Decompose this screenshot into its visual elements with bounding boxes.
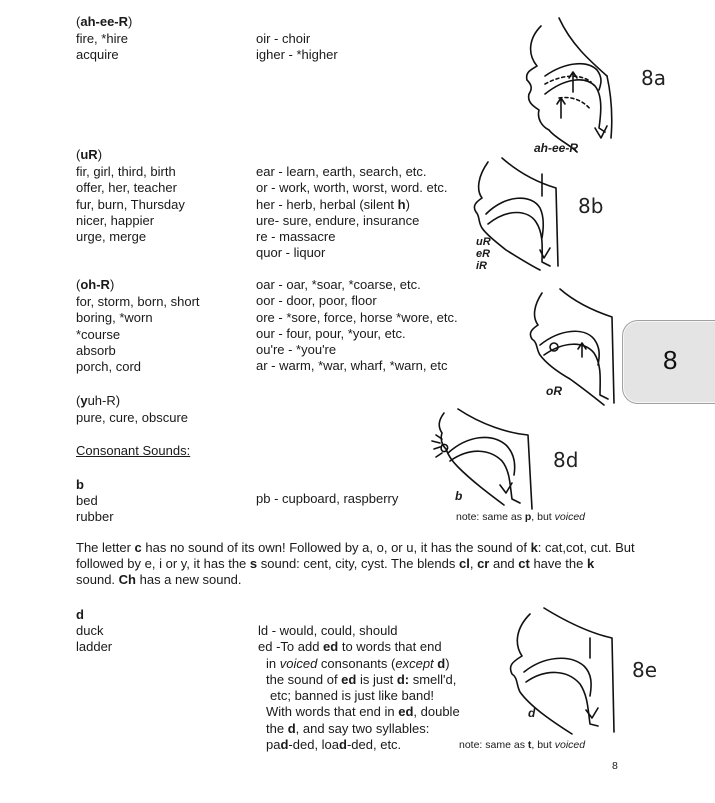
spelling-rule: the d, and say two syllables: xyxy=(266,720,430,736)
example-word: fire, *hire xyxy=(76,31,129,46)
example-word: duck xyxy=(76,623,104,638)
example-word: acquire xyxy=(76,47,119,63)
example-word: offer, her, teacher xyxy=(76,180,177,196)
diagram-caption: b xyxy=(455,489,463,503)
spellings-oh-r xyxy=(256,277,458,375)
spelling-rule: our - four, pour, *your, etc. xyxy=(256,325,406,341)
letter-c-paragraph: The letter c has no sound of its own! Followed by a, o, or u, it has the sound of k: cat,cot, cut. But followed by e, i or y, it has the s sound: cent, city, cyst. The blends cl, cr and ct have the k sound. Ch has a new sound. xyxy=(76,540,635,587)
example-word: rubber xyxy=(76,509,114,525)
spelling-rule: ld - would, could, should xyxy=(258,623,398,638)
example-word: fur, burn, Thursday xyxy=(76,196,185,212)
example-word: fir, girl, third, birth xyxy=(76,164,176,179)
diagram-label-8b: 8b xyxy=(578,194,604,218)
example-word: absorb xyxy=(76,342,116,358)
example-word: boring, *worn xyxy=(76,310,153,326)
heading-ah-ee-r: (ah-ee-R) xyxy=(76,14,133,29)
spelling-rule: ear - learn, earth, search, etc. xyxy=(256,164,427,179)
heading-yuh-r: (yuh-R) xyxy=(76,393,121,408)
spelling-rule: ed -To add ed to words that end xyxy=(258,639,442,655)
letter-d-heading: d xyxy=(76,607,84,622)
spelling-rule: ure- sure, endure, insurance xyxy=(256,212,420,228)
spellings-d xyxy=(258,623,460,753)
spelling-rule: ou're - *you're xyxy=(256,342,337,358)
mouth-diagram-b xyxy=(428,405,538,511)
diagram-caption: ah-ee-R xyxy=(534,141,579,155)
spelling-rule: pad-ded, load-ded, etc. xyxy=(266,737,402,753)
mouth-diagram-d xyxy=(500,604,620,738)
section-title-consonants: Consonant Sounds: xyxy=(76,443,191,458)
example-word: nicer, happier xyxy=(76,212,155,228)
spelling-rule: With words that end in ed, double xyxy=(266,704,460,720)
example-word: urge, merge xyxy=(76,229,147,245)
spelling-rule: oor - door, poor, floor xyxy=(256,293,377,309)
examples-ur xyxy=(76,164,185,245)
mouth-diagram-oh-r xyxy=(524,285,624,409)
spellings-ur xyxy=(256,164,447,262)
example-word: ladder xyxy=(76,639,113,655)
diagram-label-8e: 8e xyxy=(632,658,658,682)
examples-oh-r xyxy=(76,294,200,375)
letter-b-heading: b xyxy=(76,477,84,492)
examples-b xyxy=(76,493,114,526)
page-side-tab[interactable] xyxy=(622,320,715,404)
spelling-rule: re - massacre xyxy=(256,229,336,245)
spelling-rule: etc; banned is just like band! xyxy=(270,688,435,704)
diagram-caption: d xyxy=(528,706,536,720)
side-tab-number: 8 xyxy=(663,345,678,375)
note-b: note: same as p, but voiced xyxy=(456,511,586,523)
spelling-rule: oir - choir xyxy=(256,31,311,46)
example-word: *course xyxy=(76,326,121,342)
diagram-caption: uR eR iR xyxy=(476,236,491,272)
spelling-rule: the sound of ed is just d: smell'd, xyxy=(266,671,457,687)
spellings-ah-ee-r xyxy=(256,31,338,64)
examples-ah-ee-r xyxy=(76,31,128,64)
spelling-rule: pb - cupboard, raspberry xyxy=(256,491,399,506)
spelling-rule: or - work, worth, worst, word. etc. xyxy=(256,180,448,196)
spelling-rule: her - herb, herbal (silent h) xyxy=(256,196,410,212)
note-d: note: same as t, but voiced xyxy=(459,739,586,751)
spelling-rule: ar - warm, *war, wharf, *warn, etc xyxy=(256,358,448,374)
page-number: 8 xyxy=(612,760,618,772)
spelling-rule: ore - *sore, force, horse *wore, etc. xyxy=(256,309,458,325)
spelling-rule: oar - oar, *soar, *coarse, etc. xyxy=(256,277,421,292)
heading-ur: (uR) xyxy=(76,147,103,162)
heading-oh-r: (oh-R) xyxy=(76,277,115,292)
example-word: pure, cure, obscure xyxy=(76,410,189,425)
spelling-rule: igher - *higher xyxy=(256,47,338,63)
spelling-rule: quor - liquor xyxy=(256,245,326,261)
diagram-caption: oR xyxy=(546,384,562,398)
example-word: bed xyxy=(76,493,98,508)
mouth-diagram-ah-ee-r xyxy=(515,14,625,160)
spelling-rule: in voiced consonants (except d) xyxy=(266,655,450,671)
diagram-label-8a: 8a xyxy=(641,66,666,90)
example-word: for, storm, born, short xyxy=(76,294,200,309)
examples-d xyxy=(76,623,112,656)
diagram-label-8d: 8d xyxy=(553,448,579,472)
example-word: porch, cord xyxy=(76,359,142,375)
